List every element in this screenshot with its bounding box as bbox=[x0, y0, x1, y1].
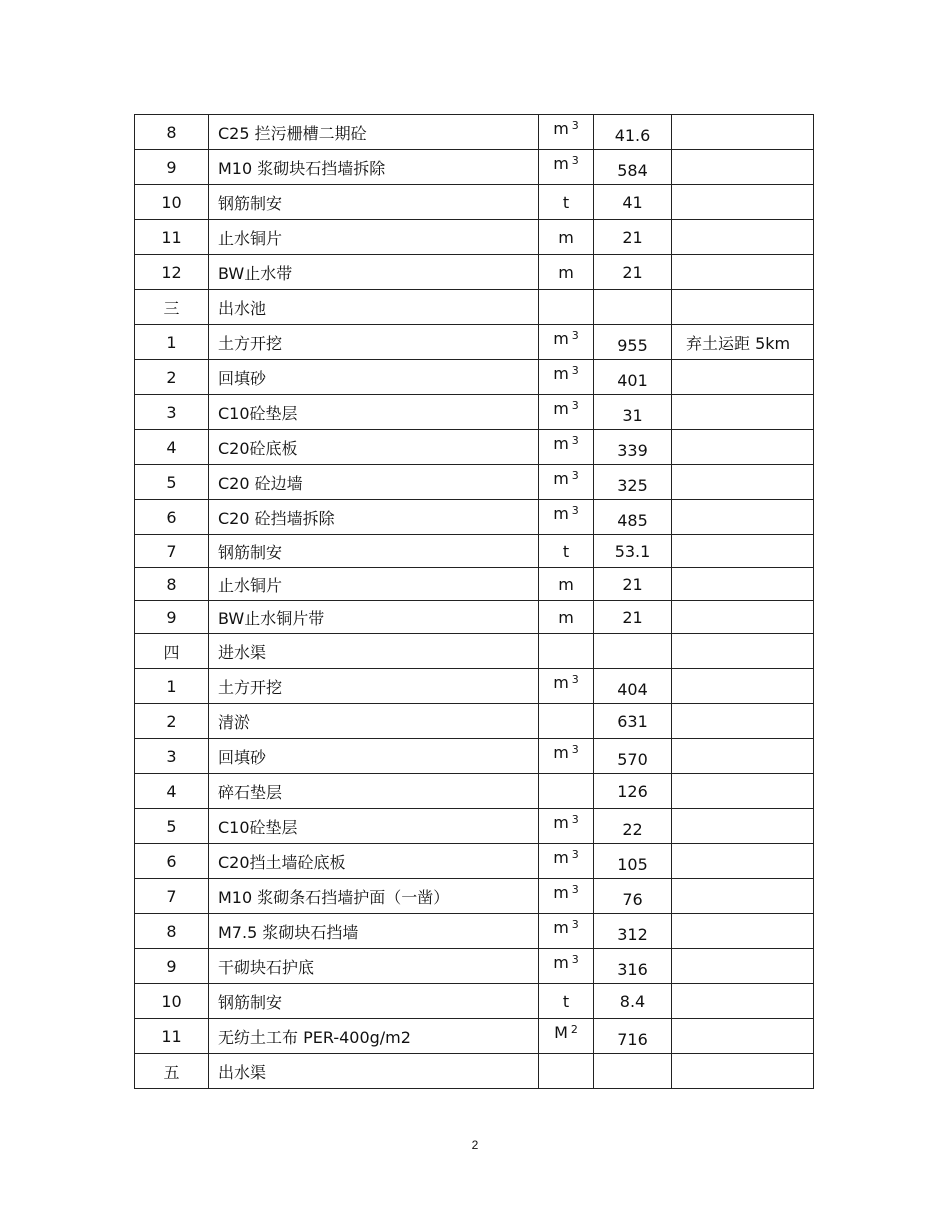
unit-cell bbox=[539, 255, 594, 290]
item-name-cell: C20砼底板 bbox=[209, 430, 539, 465]
unit-cell bbox=[539, 774, 594, 809]
unit-cell bbox=[539, 809, 594, 844]
table-row bbox=[135, 949, 814, 984]
note-cell bbox=[672, 150, 814, 185]
note-cell bbox=[672, 601, 814, 634]
unit-superscript: 3 bbox=[571, 363, 579, 377]
item-number-cell: 5 bbox=[135, 809, 209, 844]
table-row bbox=[135, 1019, 814, 1054]
table-row bbox=[135, 601, 814, 634]
quantity-value: 312 bbox=[617, 924, 648, 944]
unit-cell bbox=[539, 500, 594, 535]
item-number-cell: 5 bbox=[135, 465, 209, 500]
item-number-cell: 10 bbox=[135, 185, 209, 220]
quantity-cell bbox=[594, 115, 672, 150]
item-number-cell: 9 bbox=[135, 601, 209, 634]
unit-label: m bbox=[553, 882, 569, 902]
unit-cell bbox=[539, 115, 594, 150]
item-name-cell: 钢筋制安 bbox=[209, 185, 539, 220]
note-cell bbox=[672, 535, 814, 568]
unit-cell bbox=[539, 290, 594, 325]
quantity-cell bbox=[594, 500, 672, 535]
quantity-cell bbox=[594, 1054, 672, 1089]
unit-cell bbox=[539, 879, 594, 914]
unit-label: m bbox=[553, 398, 569, 418]
unit-label: m bbox=[553, 812, 569, 832]
item-number-cell: 12 bbox=[135, 255, 209, 290]
unit-superscript: 3 bbox=[571, 812, 579, 826]
quantity-value: 21 bbox=[622, 574, 643, 594]
note-cell bbox=[672, 1019, 814, 1054]
table-row bbox=[135, 430, 814, 465]
note-cell bbox=[672, 220, 814, 255]
quantity-value: 41 bbox=[622, 192, 643, 212]
item-name-cell: M7.5 浆砌块石挡墙 bbox=[209, 914, 539, 949]
item-name-cell: 无纺土工布 PER-400g/m2 bbox=[209, 1019, 539, 1054]
unit-label: m bbox=[553, 917, 569, 937]
note-cell: 弃土运距 5km bbox=[672, 325, 814, 360]
unit-cell bbox=[539, 360, 594, 395]
table-row bbox=[135, 704, 814, 739]
quantity-cell bbox=[594, 220, 672, 255]
quantity-cell bbox=[594, 704, 672, 739]
note-cell bbox=[672, 879, 814, 914]
table-row bbox=[135, 360, 814, 395]
unit-cell bbox=[539, 914, 594, 949]
unit-cell bbox=[539, 220, 594, 255]
note-cell bbox=[672, 395, 814, 430]
unit-superscript: 3 bbox=[571, 398, 579, 412]
unit-cell bbox=[539, 465, 594, 500]
item-name-cell: 出水池 bbox=[209, 290, 539, 325]
item-name-cell: C10砼垫层 bbox=[209, 809, 539, 844]
unit-label: m bbox=[553, 433, 569, 453]
quantity-cell bbox=[594, 739, 672, 774]
unit-label: m bbox=[553, 363, 569, 383]
note-cell bbox=[672, 634, 814, 669]
quantity-cell bbox=[594, 465, 672, 500]
unit-cell bbox=[539, 568, 594, 601]
unit-superscript: 3 bbox=[571, 672, 579, 686]
table-row bbox=[135, 774, 814, 809]
quantity-table bbox=[134, 114, 814, 1089]
quantity-value: 955 bbox=[617, 335, 648, 355]
quantity-cell bbox=[594, 669, 672, 704]
unit-cell bbox=[539, 601, 594, 634]
quantity-cell bbox=[594, 914, 672, 949]
table-row bbox=[135, 634, 814, 669]
quantity-cell bbox=[594, 949, 672, 984]
item-name-cell: 回填砂 bbox=[209, 739, 539, 774]
quantity-cell bbox=[594, 150, 672, 185]
quantity-cell bbox=[594, 809, 672, 844]
quantity-value: 584 bbox=[617, 160, 648, 180]
quantity-value: 339 bbox=[617, 440, 648, 460]
item-name-cell: C20挡土墙砼底板 bbox=[209, 844, 539, 879]
quantity-value: 404 bbox=[617, 679, 648, 699]
item-name-cell: 止水铜片 bbox=[209, 220, 539, 255]
note-cell bbox=[672, 290, 814, 325]
item-number-cell: 4 bbox=[135, 430, 209, 465]
quantity-value: 716 bbox=[617, 1029, 648, 1049]
unit-superscript: 3 bbox=[571, 503, 579, 517]
note-cell bbox=[672, 568, 814, 601]
table-row bbox=[135, 255, 814, 290]
table-row bbox=[135, 535, 814, 568]
unit-label: m bbox=[553, 153, 569, 173]
unit-label: m bbox=[553, 952, 569, 972]
unit-cell bbox=[539, 844, 594, 879]
quantity-cell bbox=[594, 325, 672, 360]
unit-cell bbox=[539, 669, 594, 704]
unit-label: m bbox=[558, 262, 574, 282]
note-cell bbox=[672, 255, 814, 290]
item-name-cell: C20 砼挡墙拆除 bbox=[209, 500, 539, 535]
unit-superscript: 2 bbox=[570, 1022, 578, 1036]
item-name-cell: 干砌块石护底 bbox=[209, 949, 539, 984]
item-number-cell: 8 bbox=[135, 115, 209, 150]
quantity-value: 21 bbox=[622, 262, 643, 282]
item-number-cell: 3 bbox=[135, 739, 209, 774]
item-name-cell: 碎石垫层 bbox=[209, 774, 539, 809]
note-cell bbox=[672, 500, 814, 535]
table-row bbox=[135, 879, 814, 914]
item-name-cell: 止水铜片 bbox=[209, 568, 539, 601]
quantity-value: 21 bbox=[622, 607, 643, 627]
quantity-value: 401 bbox=[617, 370, 648, 390]
unit-cell bbox=[539, 739, 594, 774]
note-cell bbox=[672, 669, 814, 704]
unit-label: t bbox=[562, 991, 570, 1011]
table-row bbox=[135, 290, 814, 325]
quantity-cell bbox=[594, 255, 672, 290]
quantity-value: 126 bbox=[617, 781, 648, 801]
item-name-cell: 土方开挖 bbox=[209, 325, 539, 360]
note-cell bbox=[672, 984, 814, 1019]
note-cell bbox=[672, 704, 814, 739]
unit-cell bbox=[539, 1054, 594, 1089]
quantity-value: 31 bbox=[622, 405, 643, 425]
unit-cell bbox=[539, 185, 594, 220]
note-cell bbox=[672, 465, 814, 500]
unit-cell bbox=[539, 949, 594, 984]
unit-cell bbox=[539, 535, 594, 568]
unit-label: t bbox=[562, 192, 570, 212]
unit-cell bbox=[539, 430, 594, 465]
note-cell bbox=[672, 774, 814, 809]
unit-label: m bbox=[558, 227, 574, 247]
quantity-cell bbox=[594, 360, 672, 395]
unit-cell bbox=[539, 395, 594, 430]
note-cell bbox=[672, 844, 814, 879]
quantity-cell bbox=[594, 879, 672, 914]
unit-superscript: 3 bbox=[571, 153, 579, 167]
quantity-value: 631 bbox=[617, 711, 648, 731]
item-name-cell: BW止水带 bbox=[209, 255, 539, 290]
table-row bbox=[135, 844, 814, 879]
quantity-cell bbox=[594, 395, 672, 430]
unit-superscript: 3 bbox=[571, 847, 579, 861]
quantity-value: 22 bbox=[622, 819, 643, 839]
item-number-cell: 7 bbox=[135, 879, 209, 914]
unit-cell bbox=[539, 150, 594, 185]
unit-label: M bbox=[554, 1022, 568, 1042]
item-name-cell: BW止水铜片带 bbox=[209, 601, 539, 634]
item-name-cell: 钢筋制安 bbox=[209, 535, 539, 568]
note-cell bbox=[672, 739, 814, 774]
quantity-cell bbox=[594, 1019, 672, 1054]
item-name-cell: M10 浆砌条石挡墙护面（一凿） bbox=[209, 879, 539, 914]
item-number-cell: 9 bbox=[135, 150, 209, 185]
unit-superscript: 3 bbox=[571, 118, 579, 132]
unit-cell bbox=[539, 704, 594, 739]
table-row bbox=[135, 739, 814, 774]
item-number-cell: 4 bbox=[135, 774, 209, 809]
unit-superscript: 3 bbox=[571, 952, 579, 966]
table-body bbox=[135, 115, 814, 1089]
unit-label: t bbox=[562, 541, 570, 561]
quantity-value: 105 bbox=[617, 854, 648, 874]
quantity-value: 21 bbox=[622, 227, 643, 247]
quantity-cell bbox=[594, 185, 672, 220]
unit-superscript: 3 bbox=[571, 882, 579, 896]
item-number-cell: 五 bbox=[135, 1054, 209, 1089]
note-cell bbox=[672, 115, 814, 150]
unit-label: m bbox=[553, 847, 569, 867]
quantity-value: 570 bbox=[617, 749, 648, 769]
table-row bbox=[135, 568, 814, 601]
unit-superscript: 3 bbox=[571, 917, 579, 931]
item-name-cell: 清淤 bbox=[209, 704, 539, 739]
item-number-cell: 1 bbox=[135, 669, 209, 704]
table-row bbox=[135, 220, 814, 255]
unit-cell bbox=[539, 325, 594, 360]
item-number-cell: 7 bbox=[135, 535, 209, 568]
item-name-cell: 钢筋制安 bbox=[209, 984, 539, 1019]
item-number-cell: 6 bbox=[135, 844, 209, 879]
note-cell bbox=[672, 430, 814, 465]
quantity-value: 76 bbox=[622, 889, 643, 909]
quantity-cell bbox=[594, 844, 672, 879]
quantity-value: 485 bbox=[617, 510, 648, 530]
unit-superscript: 3 bbox=[571, 433, 579, 447]
unit-superscript: 3 bbox=[571, 468, 579, 482]
item-name-cell: M10 浆砌块石挡墙拆除 bbox=[209, 150, 539, 185]
item-name-cell: 土方开挖 bbox=[209, 669, 539, 704]
item-number-cell: 11 bbox=[135, 220, 209, 255]
item-number-cell: 2 bbox=[135, 704, 209, 739]
item-number-cell: 6 bbox=[135, 500, 209, 535]
unit-label: m bbox=[553, 503, 569, 523]
table-row bbox=[135, 809, 814, 844]
table-row bbox=[135, 465, 814, 500]
quantity-cell bbox=[594, 774, 672, 809]
item-name-cell: 进水渠 bbox=[209, 634, 539, 669]
quantity-cell bbox=[594, 535, 672, 568]
unit-superscript: 3 bbox=[571, 742, 579, 756]
note-cell bbox=[672, 809, 814, 844]
table-row bbox=[135, 150, 814, 185]
note-cell bbox=[672, 914, 814, 949]
note-cell bbox=[672, 360, 814, 395]
unit-cell bbox=[539, 634, 594, 669]
table-row bbox=[135, 669, 814, 704]
quantity-cell bbox=[594, 601, 672, 634]
quantity-cell bbox=[594, 568, 672, 601]
item-number-cell: 四 bbox=[135, 634, 209, 669]
unit-label: m bbox=[553, 672, 569, 692]
item-number-cell: 8 bbox=[135, 914, 209, 949]
table-row bbox=[135, 325, 814, 360]
item-number-cell: 10 bbox=[135, 984, 209, 1019]
quantity-value: 8.4 bbox=[619, 991, 646, 1011]
note-cell bbox=[672, 185, 814, 220]
item-name-cell: C20 砼边墙 bbox=[209, 465, 539, 500]
table-row bbox=[135, 115, 814, 150]
quantity-value: 316 bbox=[617, 959, 648, 979]
item-name-cell: 出水渠 bbox=[209, 1054, 539, 1089]
item-name-cell: C25 拦污栅槽二期砼 bbox=[209, 115, 539, 150]
page-number: 2 bbox=[471, 1138, 479, 1152]
unit-label: m bbox=[553, 468, 569, 488]
item-name-cell: C10砼垫层 bbox=[209, 395, 539, 430]
unit-superscript: 3 bbox=[571, 328, 579, 342]
table-row bbox=[135, 984, 814, 1019]
table-row bbox=[135, 1054, 814, 1089]
quantity-value: 325 bbox=[617, 475, 648, 495]
unit-label: m bbox=[553, 328, 569, 348]
quantity-cell bbox=[594, 290, 672, 325]
table-row bbox=[135, 500, 814, 535]
item-number-cell: 3 bbox=[135, 395, 209, 430]
quantity-cell bbox=[594, 634, 672, 669]
item-number-cell: 8 bbox=[135, 568, 209, 601]
unit-label: m bbox=[553, 118, 569, 138]
unit-cell bbox=[539, 1019, 594, 1054]
unit-label: m bbox=[558, 574, 574, 594]
unit-label: m bbox=[553, 742, 569, 762]
table-row bbox=[135, 185, 814, 220]
table-row bbox=[135, 395, 814, 430]
item-number-cell: 11 bbox=[135, 1019, 209, 1054]
item-number-cell: 1 bbox=[135, 325, 209, 360]
item-number-cell: 9 bbox=[135, 949, 209, 984]
quantity-cell bbox=[594, 984, 672, 1019]
note-cell bbox=[672, 949, 814, 984]
table-row bbox=[135, 914, 814, 949]
quantity-value: 41.6 bbox=[614, 125, 651, 145]
unit-label: m bbox=[558, 607, 574, 627]
unit-cell bbox=[539, 984, 594, 1019]
quantity-cell bbox=[594, 430, 672, 465]
item-number-cell: 三 bbox=[135, 290, 209, 325]
item-name-cell: 回填砂 bbox=[209, 360, 539, 395]
quantity-value: 53.1 bbox=[614, 541, 651, 561]
note-cell bbox=[672, 1054, 814, 1089]
item-number-cell: 2 bbox=[135, 360, 209, 395]
